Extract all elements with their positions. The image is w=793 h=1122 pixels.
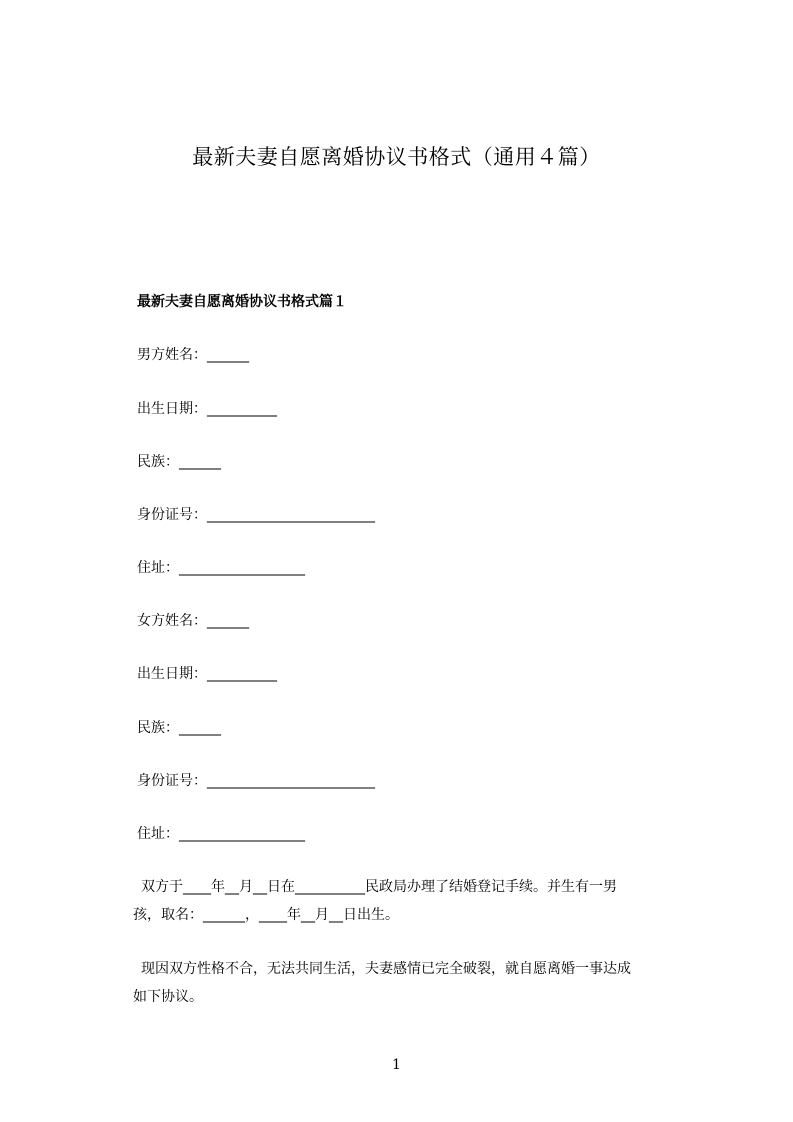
field-label: 身份证号： — [137, 507, 207, 523]
field-female-name — [137, 609, 249, 633]
field-label: 男方姓名： — [137, 347, 207, 363]
field-male-name — [137, 343, 249, 367]
paragraph-line: 如下协议。 — [133, 989, 203, 1005]
paragraph-divorce-agreement — [133, 955, 709, 1011]
field-label: 民族： — [137, 454, 179, 470]
page-number: 1 — [392, 1057, 401, 1073]
paragraph-line: 现因双方性格不合，无法共同生活，夫妻感情已完全破裂，就自愿离婚一事达成 — [141, 961, 631, 977]
field-blank: ______ — [207, 613, 249, 629]
field-male-id-number — [137, 503, 375, 527]
field-blank: ______ — [179, 454, 221, 470]
field-label: 出生日期： — [137, 401, 207, 417]
field-blank: __________________ — [179, 826, 305, 842]
field-blank: ______ — [179, 720, 221, 736]
field-blank: ______ — [207, 347, 249, 363]
field-label: 民族： — [137, 720, 179, 736]
field-male-ethnicity — [137, 450, 221, 474]
field-label: 出生日期： — [137, 666, 207, 682]
field-female-id-number — [137, 769, 375, 793]
field-label: 住址： — [137, 826, 179, 842]
field-blank: ________________________ — [207, 507, 375, 523]
field-label: 女方姓名： — [137, 613, 207, 629]
field-label: 住址： — [137, 560, 179, 576]
field-blank: __________ — [207, 401, 277, 417]
paragraph-marriage-registration — [133, 873, 709, 929]
document-title: 最新夫妻自愿离婚协议书格式（通用４篇） — [192, 145, 601, 169]
field-male-address — [137, 556, 305, 580]
paragraph-line: 孩，取名：______，____年__月__日出生。 — [133, 907, 399, 923]
section-heading: 最新夫妻自愿离婚协议书格式篇１ — [137, 294, 347, 310]
field-female-address — [137, 822, 305, 846]
field-blank: __________ — [207, 666, 277, 682]
field-female-birthdate — [137, 662, 277, 686]
field-label: 身份证号： — [137, 773, 207, 789]
field-blank: __________________ — [179, 560, 305, 576]
field-blank: ________________________ — [207, 773, 375, 789]
paragraph-line: 双方于____年__月__日在__________民政局办理了结婚登记手续。并生有一男 — [141, 879, 617, 895]
field-female-ethnicity — [137, 716, 221, 740]
field-male-birthdate — [137, 397, 277, 421]
